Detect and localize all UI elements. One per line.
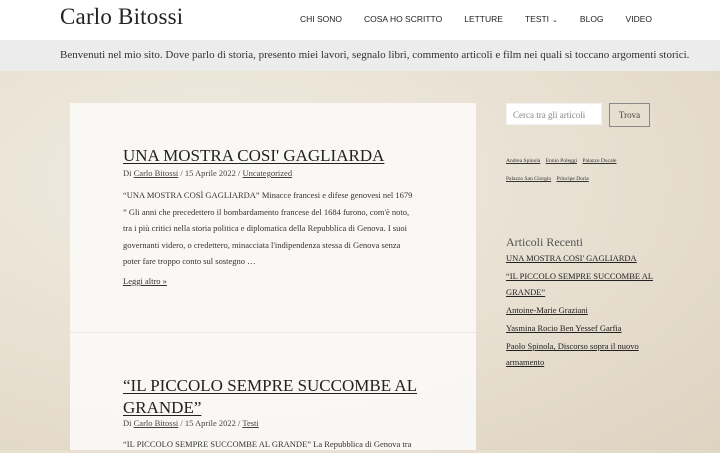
post-excerpt: “IL PICCOLO SEMPRE SUCCOMBE AL GRANDE” La Repubblica di Genova tra [123, 439, 412, 449]
recent-post-link[interactable]: Yasmina Rocio Ben Yessef Garfia [506, 323, 622, 333]
post-date: 15 Aprile 2022 [184, 168, 236, 178]
recent-posts-list [506, 250, 656, 372]
tag-link[interactable]: Principe Doria [556, 176, 589, 182]
chevron-down-icon: ⌄ [552, 17, 558, 24]
meta-separator: / [238, 418, 241, 428]
post-divider [70, 332, 476, 333]
nav-item-video[interactable]: VIDEO [625, 14, 652, 24]
site-title[interactable]: Carlo Bitossi [60, 4, 184, 29]
post-meta [123, 418, 259, 428]
post-excerpt: “UNA MOSTRA COSÌ GAGLIARDA” Minacce francesi e difese genovesi nel 1679 ” Gli anni che precedettero il bombardamento francese del 1684 furono, com'è noto, tra i più critici nella storia politica e diplomatica della Repubblica di Genova. I suoi governanti videro, o credettero, minacciata l'indipendenza stessa di Genova senza poter fare troppo conto sul sostegno … [123, 190, 413, 266]
main-nav [278, 14, 652, 24]
recent-post-link[interactable]: Antoine-Marie Graziani [506, 305, 588, 315]
nav-item-testi[interactable] [525, 14, 558, 24]
meta-separator: / [238, 168, 241, 178]
post-author-link[interactable]: Carlo Bitossi [133, 418, 179, 428]
post-title[interactable]: “IL PICCOLO SEMPRE SUCCOMBE AL GRANDE” [123, 376, 418, 417]
post-meta [123, 168, 292, 178]
tag-link[interactable]: Andrea Spinola [506, 158, 541, 164]
recent-post-link[interactable]: UNA MOSTRA COSI' GAGLIARDA [506, 253, 637, 263]
tag-cloud [506, 152, 656, 188]
meta-by: Di [123, 418, 132, 428]
tag-link[interactable]: Palazzo San Giorgio [506, 176, 552, 182]
site-tagline: Benvenuti nel mio sito. Dove parlo di storia, presento miei lavori, segnalo libri, commento articoli e film nei quali si toccano argomenti storici. [60, 49, 690, 61]
post-author-link[interactable]: Carlo Bitossi [133, 168, 179, 178]
meta-by: Di [123, 168, 132, 178]
tag-link[interactable]: Ennio Poleggi [545, 158, 578, 164]
post-category-link[interactable]: Testi [242, 418, 259, 428]
post-category-link[interactable]: Uncategorized [242, 168, 293, 178]
nav-item-cosa-ho-scritto[interactable]: COSA HO SCRITTO [363, 14, 443, 24]
tag-link[interactable]: Palazzo Ducale [582, 158, 617, 164]
site-header [0, 0, 720, 40]
read-more-link[interactable]: Leggi altro » [123, 276, 167, 286]
nav-item-letture[interactable]: LETTURE [464, 14, 503, 24]
tagline-bar [0, 40, 720, 71]
meta-separator: / [180, 168, 183, 178]
recent-posts-title: Articoli Recenti [506, 235, 583, 249]
post-title[interactable]: UNA MOSTRA COSI' GAGLIARDA [123, 146, 385, 165]
recent-post-link[interactable]: “IL PICCOLO SEMPRE SUCCOMBE AL GRANDE” [506, 271, 654, 297]
nav-item-testi-label: TESTI [524, 14, 550, 24]
post-date: 15 Aprile 2022 [184, 418, 236, 428]
meta-separator: / [180, 418, 183, 428]
nav-item-chi-sono[interactable]: CHI SONO [299, 14, 342, 24]
search-button[interactable]: Trova [609, 103, 650, 127]
search-input[interactable]: Cerca tra gli articoli [506, 103, 602, 125]
nav-item-blog[interactable]: BLOG [579, 14, 604, 24]
recent-post-link[interactable]: Paolo Spinola, Discorso sopra il nuovo armamento [506, 341, 639, 367]
